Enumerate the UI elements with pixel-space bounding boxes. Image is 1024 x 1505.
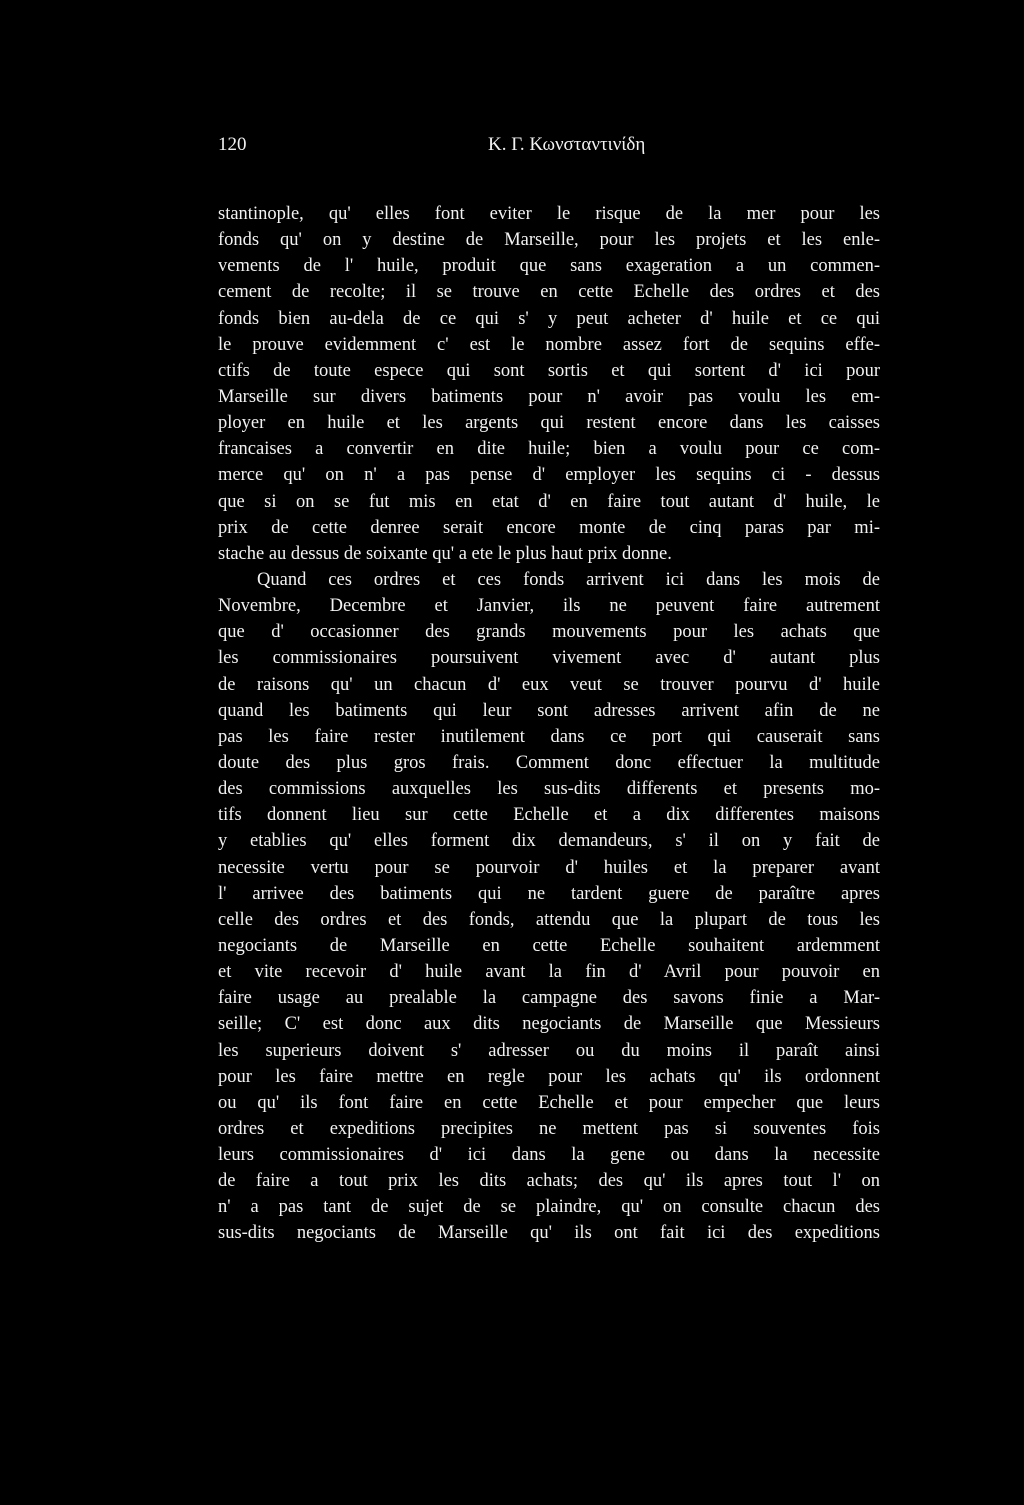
text-line: ctifs de toute espece qui sont sortis et qui sortent d' ici pour xyxy=(218,360,880,381)
paragraph-start-line: Quand ces ordres et ces fonds arrivent ici dans les mois de xyxy=(257,569,880,590)
text-line: merce qu' on n' a pas pense d' employer les sequins ci - dessus xyxy=(218,465,880,486)
text-line: vements de l' huile, produit que sans exageration a un commen- xyxy=(218,256,880,277)
text-line: ou qu' ils font faire en cette Echelle et pour empecher que leurs xyxy=(218,1092,880,1113)
text-line: de raisons qu' un chacun d' eux veut se trouver pourvu d' huile xyxy=(218,674,880,695)
text-line: seille; C' est donc aux dits negociants de Marseille que Messieurs xyxy=(218,1014,880,1035)
text-line: prix de cette denree serait encore monte de cinq paras par mi- xyxy=(218,517,880,538)
text-line: necessite vertu pour se pourvoir d' huiles et la preparer avant xyxy=(218,857,880,878)
page-header xyxy=(218,132,880,158)
text-line: Marseille sur divers batiments pour n' avoir pas voulu les em- xyxy=(218,386,880,407)
text-line: pour les faire mettre en regle pour les achats qu' ils ordonnent xyxy=(218,1066,880,1087)
text-line: les commissionaires poursuivent vivement avec d' autant plus xyxy=(218,648,880,669)
text-line: cement de recolte; il se trouve en cette Echelle des ordres et des xyxy=(218,282,880,303)
text-line: ordres et expeditions precipites ne mettent pas si souventes fois xyxy=(218,1118,880,1139)
text-line: tifs donnent lieu sur cette Echelle et a dix differentes maisons xyxy=(218,805,880,826)
text-line: les superieurs doivent s' adresser ou du moins il paraît ainsi xyxy=(218,1040,880,1061)
text-line: fonds qu' on y destine de Marseille, pour les projets et les enle- xyxy=(218,230,880,251)
text-line: negociants de Marseille en cette Echelle souhaitent ardemment xyxy=(218,935,880,956)
text-line: fonds bien au-dela de ce qui s' y peut acheter d' huile et ce qui xyxy=(218,308,880,329)
text-line: l' arrivee des batiments qui ne tardent guere de paraître apres xyxy=(218,883,880,904)
text-line: sus-dits negociants de Marseille qu' ils ont fait ici des expeditions xyxy=(218,1223,880,1244)
text-line: que d' occasionner des grands mouvements pour les achats que xyxy=(218,622,880,643)
running-head: Κ. Γ. Κωνσταντινίδη xyxy=(488,134,646,155)
text-line: quand les batiments qui leur sont adresses arrivent afin de ne xyxy=(218,700,880,721)
body-text xyxy=(218,201,880,1247)
text-line: de faire a tout prix les dits achats; des qu' ils apres tout l' on xyxy=(218,1171,880,1192)
page-number: 120 xyxy=(218,134,247,155)
text-line: francaises a convertir en dite huile; bien a voulu pour ce com- xyxy=(218,439,880,460)
text-line: doute des plus gros frais. Comment donc effectuer la multitude xyxy=(218,752,880,773)
text-line: des commissions auxquelles les sus-dits differents et presents mo- xyxy=(218,779,880,800)
text-line: stantinople, qu' elles font eviter le risque de la mer pour les xyxy=(218,204,880,224)
text-line: n' a pas tant de sujet de se plaindre, qu' on consulte chacun des xyxy=(218,1197,880,1218)
text-line: faire usage au prealable la campagne des savons finie a Mar- xyxy=(218,988,880,1009)
text-line: celle des ordres et des fonds, attendu que la plupart de tous les xyxy=(218,909,880,930)
text-line: que si on se fut mis en etat d' en faire tout autant d' huile, le xyxy=(218,491,880,512)
text-line: y etablies qu' elles forment dix demandeurs, s' il on y fait de xyxy=(218,831,880,852)
text-line: le prouve evidemment c' est le nombre assez fort de sequins effe- xyxy=(218,334,880,355)
text-line: ployer en huile et les argents qui restent encore dans les caisses xyxy=(218,413,880,434)
paragraph-end-line: stache au dessus de soixante qu' a ete le plus haut prix donne. xyxy=(218,543,672,564)
text-line: pas les faire rester inutilement dans ce port qui causerait sans xyxy=(218,726,880,747)
text-line: Novembre, Decembre et Janvier, ils ne peuvent faire autrement xyxy=(218,596,880,617)
text-line: et vite recevoir d' huile avant la fin d' Avril pour pouvoir en xyxy=(218,962,880,983)
text-line: leurs commissionaires d' ici dans la gene ou dans la necessite xyxy=(218,1145,880,1166)
